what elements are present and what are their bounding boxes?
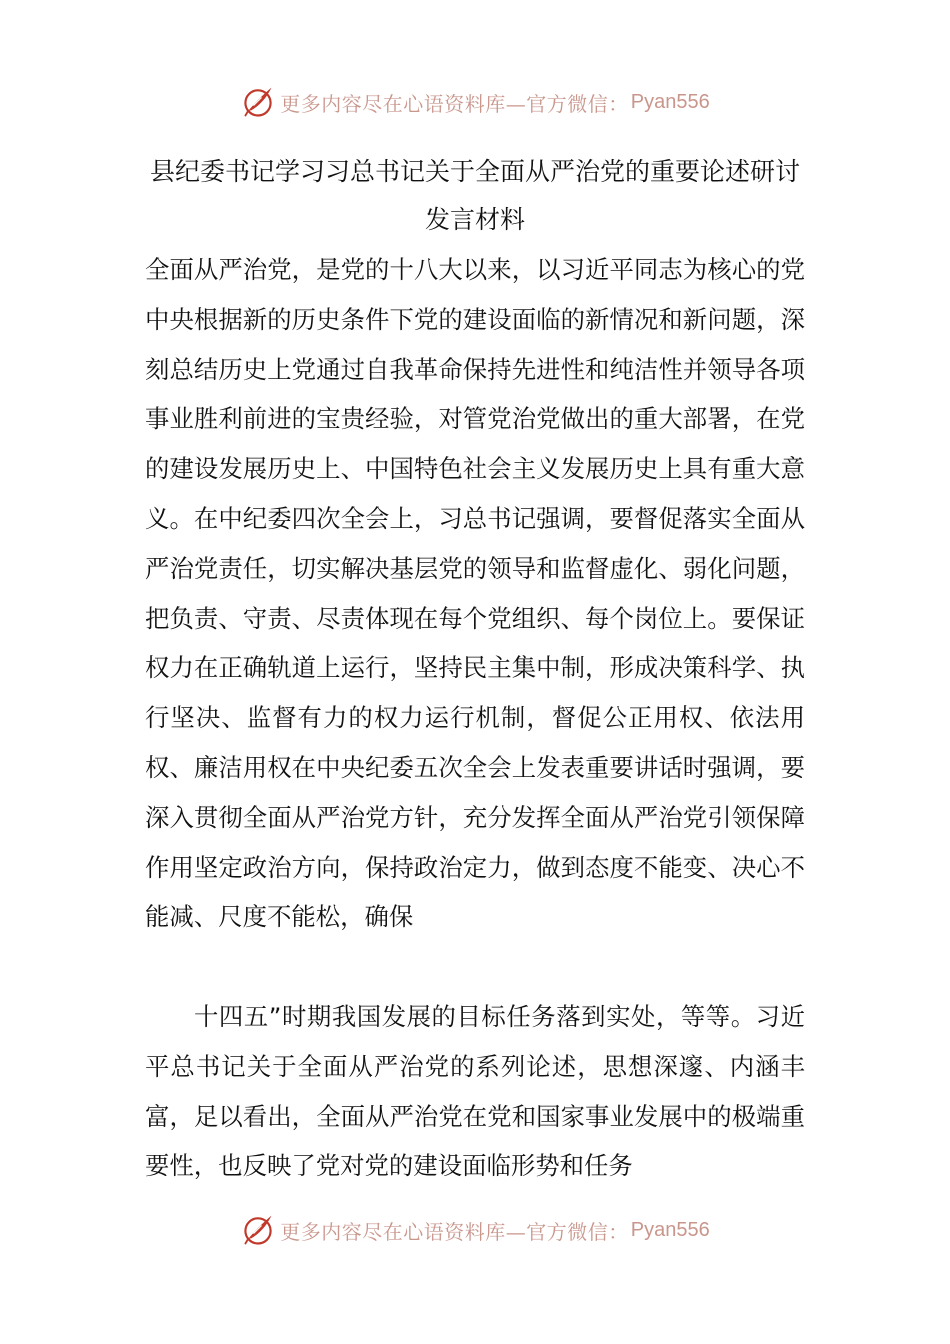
footer-banner: [0, 1210, 950, 1250]
banner-wechat-id: Pyan556: [630, 1218, 710, 1241]
banner-text: 更多内容尽在心语资料库—官方微信：: [280, 1219, 629, 1244]
body-paragraph-2: 十四五”时期我国发展的目标任务落到实处，等等。习近平总书记关于全面从严治党的系列论述，思想深邃、内涵丰富，足以看出，全面从严治党在党和国家事业发展中的极端重要性，也反映了党对党的建设面临形势和任务: [145, 1002, 805, 1181]
header-banner: [0, 82, 950, 122]
banner-wechat-id: Pyan556: [630, 90, 710, 113]
quill-logo-icon: [240, 84, 276, 120]
banner-text: 更多内容尽在心语资料库—官方微信：: [280, 91, 629, 116]
quill-logo-icon: [240, 1212, 276, 1248]
body-paragraph-1: 全面从严治党，是党的十八大以来，以习近平同志为核心的党中央根据新的历史条件下党的建设面临的新情况和新问题，深刻总结历史上党通过自我革命保持先进性和纯洁性并领导各项事业胜利前进的宝贵经验，对管党治党做出的重大部署，在党的建设发展历史上、中国特色社会主义发展历史上具有重大意义。在中纪委四次全会上，习总书记强调，要督促落实全面从严治党责任，切实解决基层党的领导和监督虚化、弱化问题，把负责、守责、尽责体现在每个党组织、每个岗位上。要保证权力在正确轨道上运行，坚持民主集中制，形成决策科学、执行坚决、监督有力的权力运行机制，督促公正用权、依法用权、廉洁用权在中央纪委五次全会上发表重要讲话时强调，要深入贯彻全面从严治党方针，充分发挥全面从严治党引领保障作用坚定政治方向，保持政治定力，做到态度不能变、决心不能减、尺度不能松，确保: [145, 255, 805, 932]
document-title: 县纪委书记学习习总书记关于全面从严治党的重要论述研讨发言材料: [149, 157, 800, 234]
